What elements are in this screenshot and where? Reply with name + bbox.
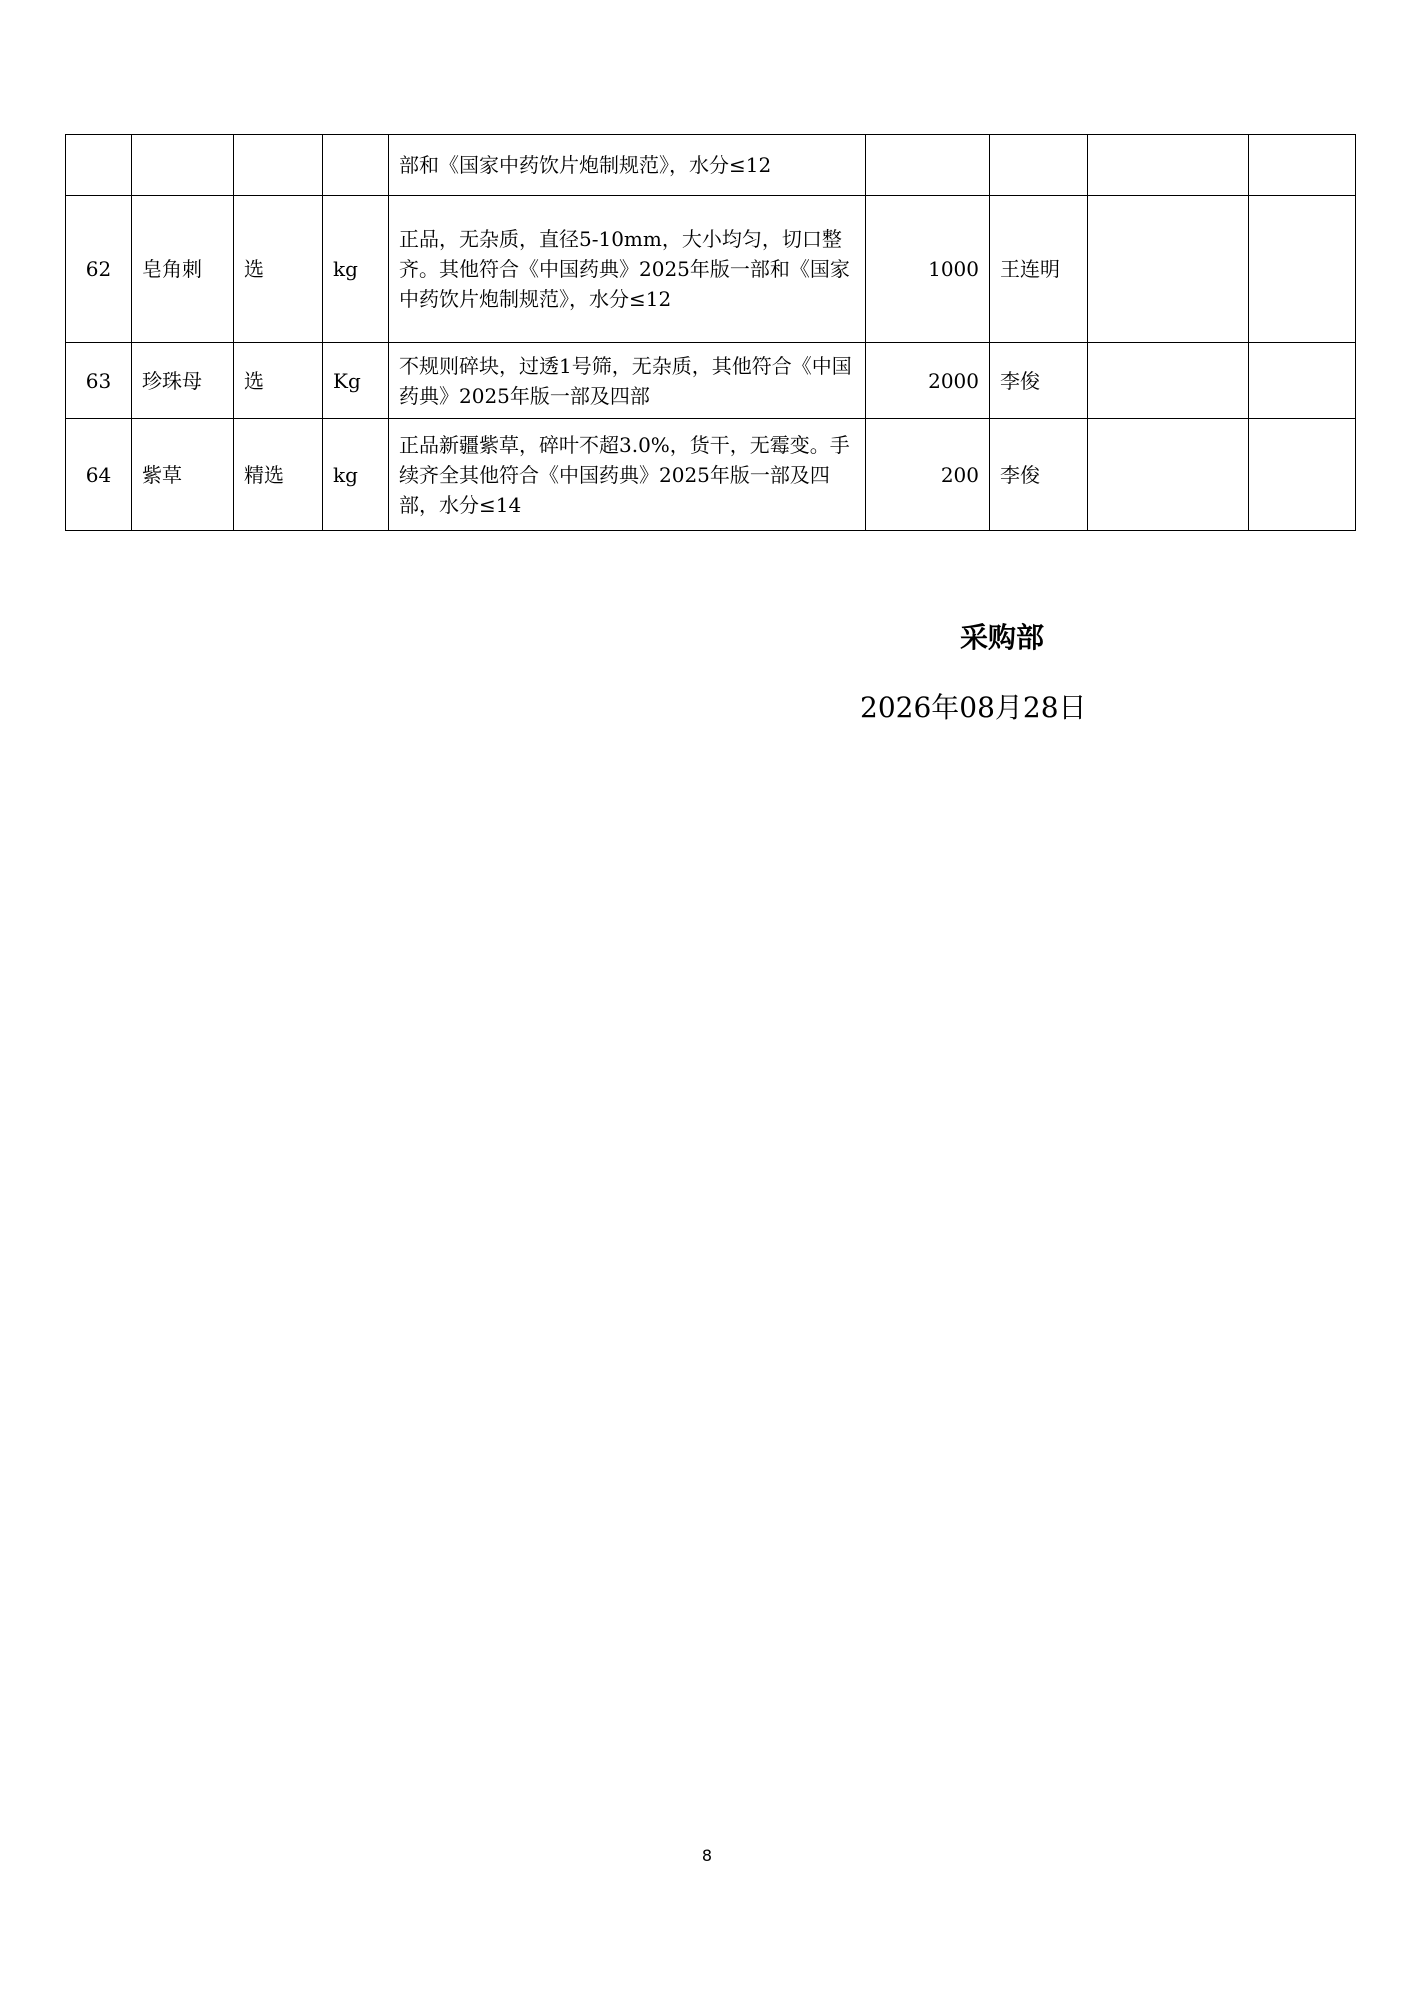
table-row: [66, 135, 1356, 196]
item-name-cell: [132, 135, 234, 196]
item-name-cell: 珍珠母: [132, 343, 234, 419]
grade-cell: 选: [234, 196, 323, 343]
unit-cell: kg: [323, 419, 389, 531]
grade-cell: 精选: [234, 419, 323, 531]
procurement-table: [65, 134, 1356, 531]
blank-cell: [1088, 196, 1249, 343]
quantity-cell: 200: [866, 419, 990, 531]
blank-cell: [1249, 343, 1356, 419]
quantity-cell: 1000: [866, 196, 990, 343]
spec-cell: 正品，无杂质，直径5-10mm，大小均匀，切口整齐。其他符合《中国药典》2025年版一部和《国家中药饮片炮制规范》，水分≤12: [389, 196, 866, 343]
buyer-cell: 王连明: [990, 196, 1088, 343]
blank-cell: [1249, 419, 1356, 531]
blank-cell: [1249, 135, 1356, 196]
department-name: 采购部: [960, 621, 1045, 654]
blank-cell: [1088, 419, 1249, 531]
table-row: [66, 196, 1356, 343]
quantity-cell: [866, 135, 990, 196]
table-row: [66, 343, 1356, 419]
row-number-cell: [66, 135, 132, 196]
grade-cell: 选: [234, 343, 323, 419]
spec-cell: 正品新疆紫草，碎叶不超3.0%，货干，无霉变。手续齐全其他符合《中国药典》2025年版一部及四部，水分≤14: [389, 419, 866, 531]
unit-cell: [323, 135, 389, 196]
signature-date: 2026年08月28日: [860, 691, 1087, 724]
row-number-cell: 64: [66, 419, 132, 531]
buyer-cell: 李俊: [990, 343, 1088, 419]
spec-cell: 不规则碎块，过透1号筛，无杂质，其他符合《中国药典》2025年版一部及四部: [389, 343, 866, 419]
grade-cell: [234, 135, 323, 196]
blank-cell: [1088, 343, 1249, 419]
table-row: [66, 419, 1356, 531]
row-number-cell: 63: [66, 343, 132, 419]
unit-cell: Kg: [323, 343, 389, 419]
buyer-cell: [990, 135, 1088, 196]
row-number-cell: 62: [66, 196, 132, 343]
quantity-cell: 2000: [866, 343, 990, 419]
buyer-cell: 李俊: [990, 419, 1088, 531]
spec-cell: 部和《国家中药饮片炮制规范》，水分≤12: [389, 135, 866, 196]
blank-cell: [1088, 135, 1249, 196]
unit-cell: kg: [323, 196, 389, 343]
item-name-cell: 紫草: [132, 419, 234, 531]
blank-cell: [1249, 196, 1356, 343]
page-number: 8: [701, 1846, 713, 1865]
item-name-cell: 皂角刺: [132, 196, 234, 343]
